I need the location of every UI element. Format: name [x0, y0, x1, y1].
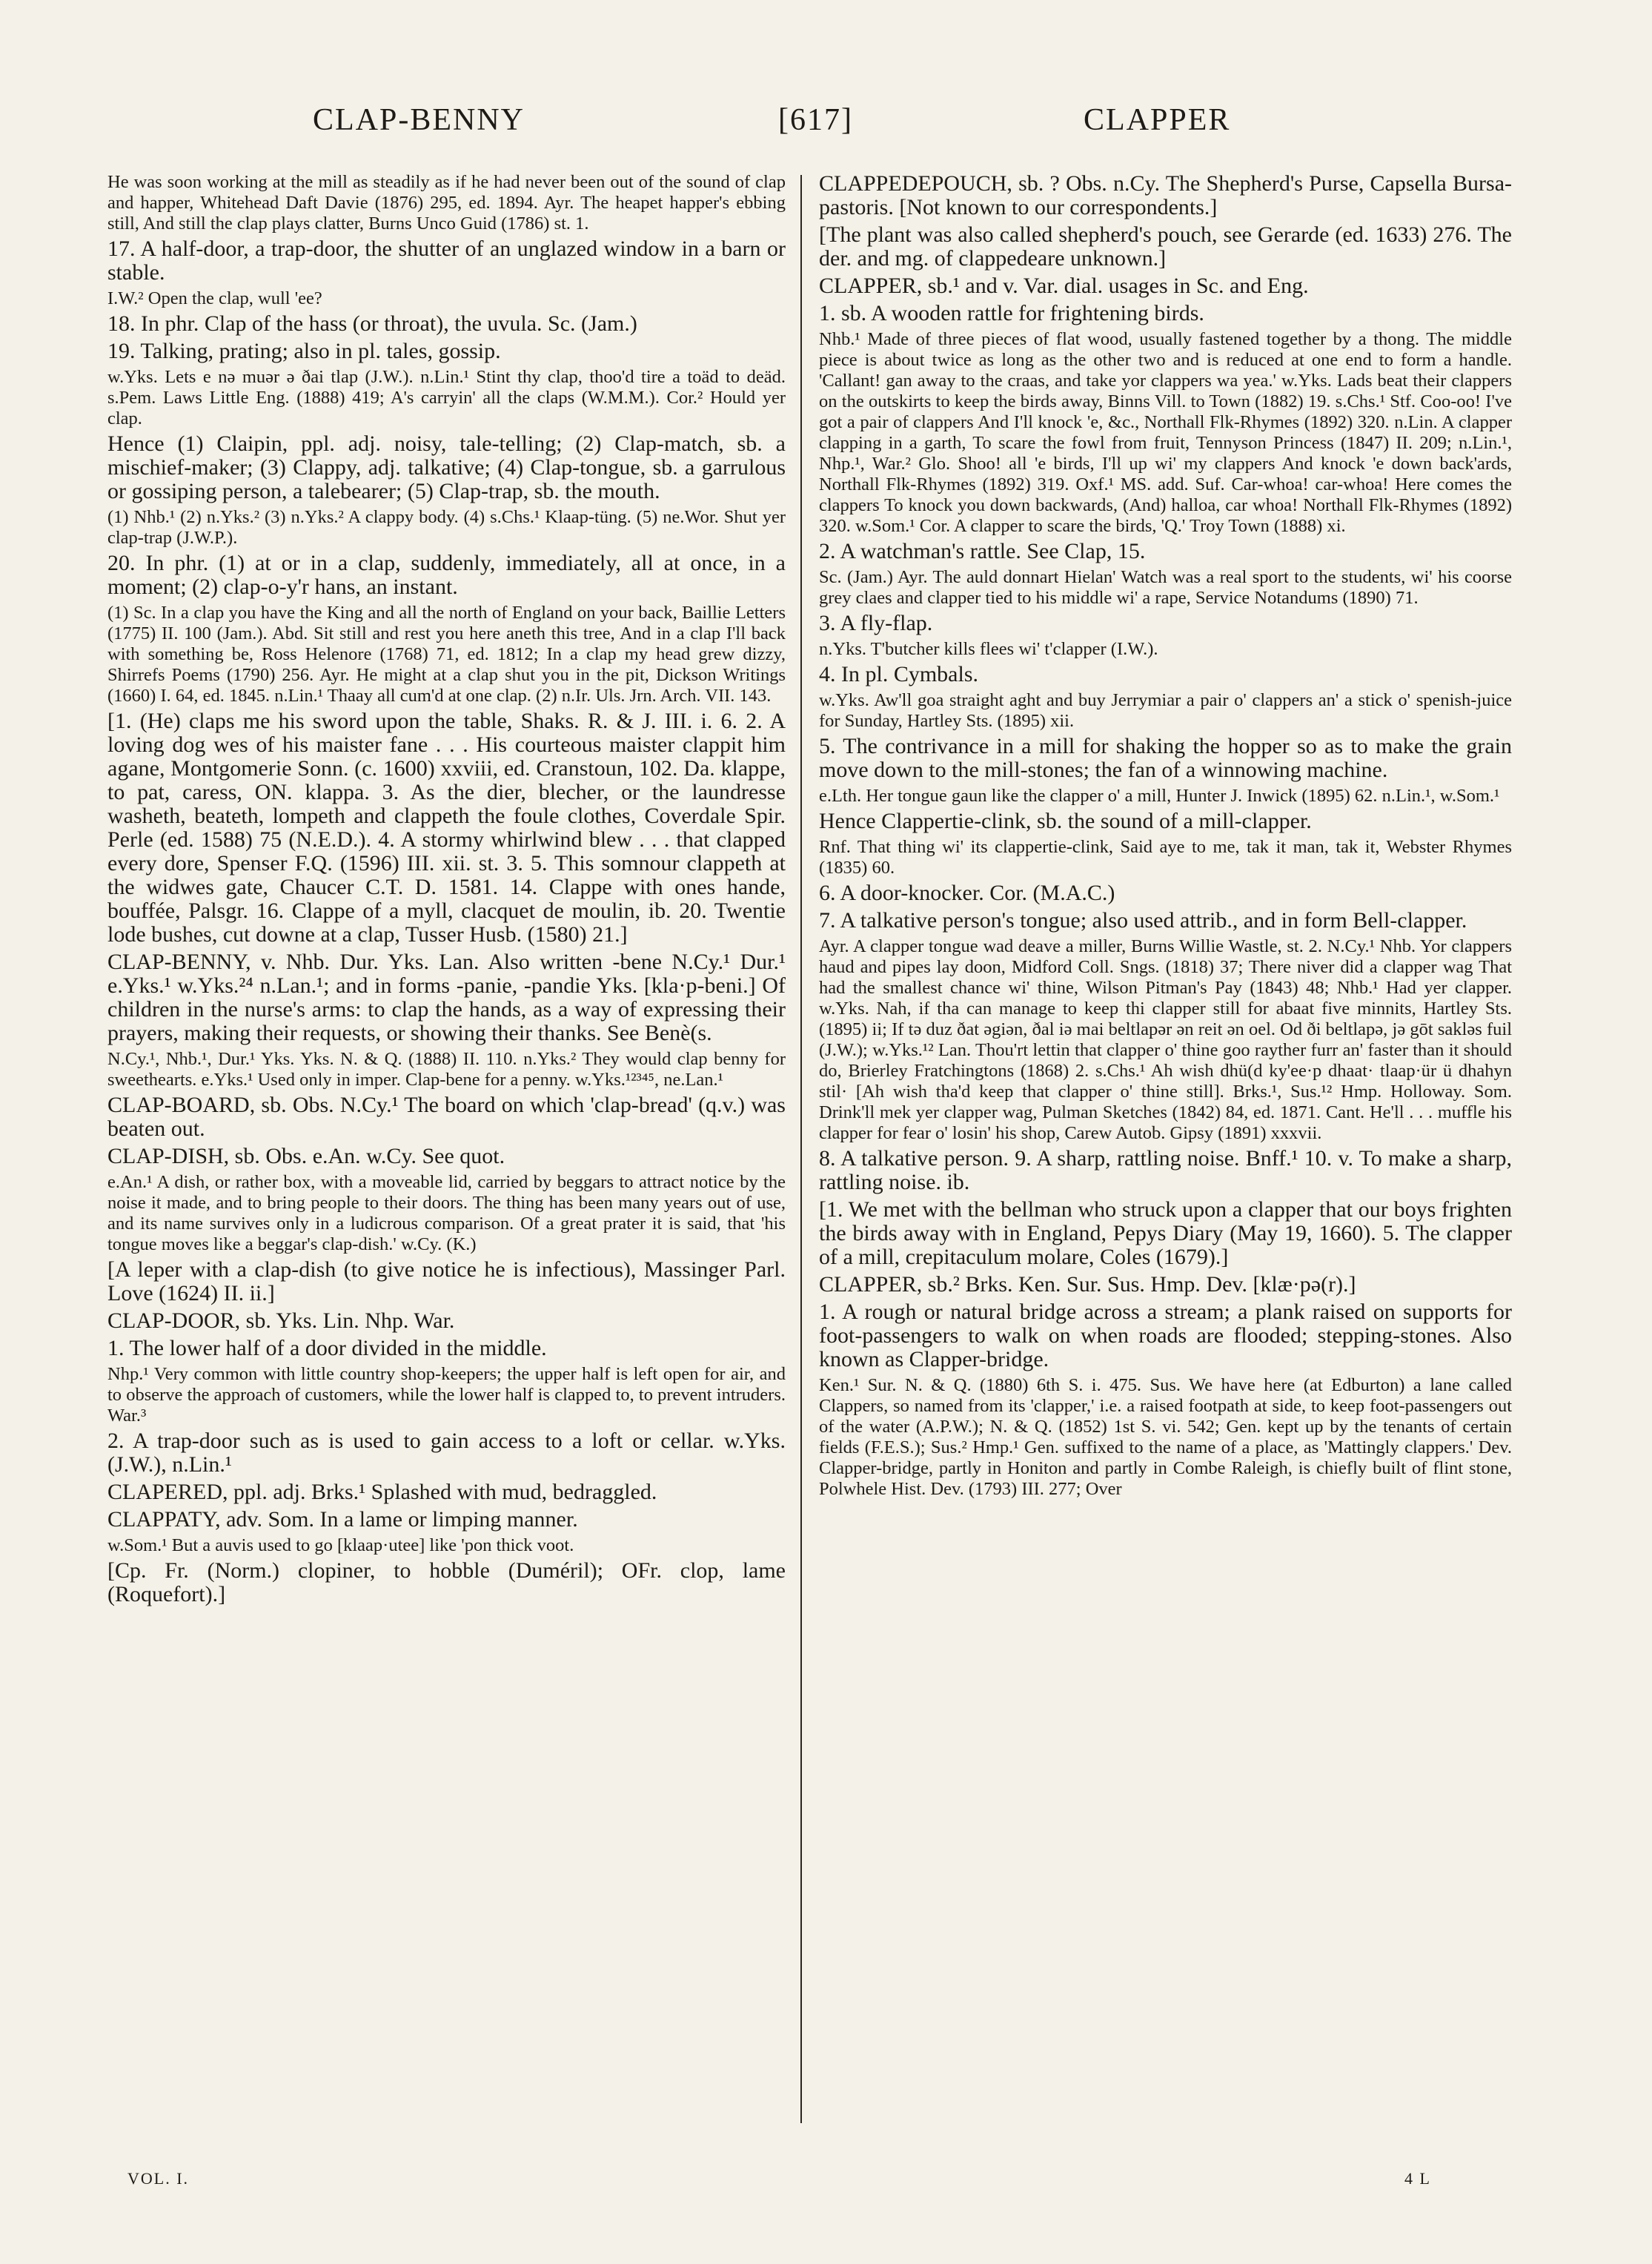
right-column-entry: 6. A door-knocker. Cor. (M.A.C.) [819, 881, 1115, 905]
left-column-entry: 17. A half-door, a trap-door, the shutter of an unglazed window in a barn or stable. [107, 236, 786, 285]
page-number: [617] [778, 103, 853, 137]
left-column-entry: Hence (1) Claipin, ppl. adj. noisy, tale-telling; (2) Clap-match, sb. a mischief-maker; (3) Clappy, adj. talkative; (4) Clap-tongue, sb. a garrulous or gossiping person, a talebearer; (5) Clap-trap, sb. the mouth. [107, 431, 786, 503]
left-column-entry: [1. (He) claps me his sword upon the table, Shaks. R. & J. III. i. 6. 2. A loving dog wes of his maister fane . . . His courteous maister clappit him agane, Montgomerie Sonn. (c. 1600) xxviii, ed. Cranstoun, 102. Da. klappe, to pat, caress, ON. klappa. 3. As the dier, blecher, or the laundresse washeth, beateth, lompeth and clappeth the foule clothes, Coverdale Spir. Perle (ed. 1588) 75 (N.E.D.). 4. A stormy whirlwind blew . . . that clapped every dore, Spenser F.Q. (1596) III. xii. st. 3. 5. This somnour clappeth at the widwes gate, Chaucer C.T. D. 1581. 14. Clappe with ones hande, bouffée, Palsgr. 16. Clappe of a myll, clacquet de moulin, ib. 20. Twentie lode bushes, cut downe at a clap, Tusser Husb. (1580) 21.] [107, 709, 786, 947]
right-column-entry: CLAPPER, sb.² Brks. Ken. Sur. Sus. Hmp. Dev. [klæ·pə(r).] [819, 1272, 1356, 1297]
right-column [819, 172, 1512, 2153]
right-column-entry: Sc. (Jam.) Ayr. The auld donnart Hielan' Watch was a real sport to the students, wi' his coorse grey claes and clapper tied to his middle wi' a rape, Service Notandums (1890) 71. [819, 567, 1512, 608]
right-column-entry: 2. A watchman's rattle. See Clap, 15. [819, 539, 1146, 563]
left-column-entry: CLAPERED, ppl. adj. Brks.¹ Splashed with mud, bedraggled. [107, 1480, 657, 1504]
left-column-entry: [A leper with a clap-dish (to give notice he is infectious), Massinger Parl. Love (1624) II. ii.] [107, 1257, 786, 1305]
right-column-entry: 8. A talkative person. 9. A sharp, rattling noise. Bnff.¹ 10. v. To make a sharp, rattling noise. ib. [819, 1146, 1512, 1194]
left-column-entry: He was soon working at the mill as steadily as if he had never been out of the sound of clap and happer, Whitehead Daft Davie (1876) 295, ed. 1894. Ayr. The heapet happer's ebbing still, And still the clap plays clatter, Burns Unco Guid (1786) st. 1. [107, 172, 786, 234]
right-column-entry: Ayr. A clapper tongue wad deave a miller, Burns Willie Wastle, st. 2. N.Cy.¹ Nhb. Yor clappers haud and pipes lay doon, Midford Coll. Sngs. (1818) 37; There niver did a clapper wag That had the smallest chance wi' thine, Wilson Pitman's Pay (1843) 48; Nhb.¹ Had yer clapper. w.Yks. Nah, if tha can manage to keep thi clapper still for abaat five minnits, Hartley Sts. (1895) ii; If tə duz ðat əgiən, ðal iə mai beltlapər ən reit ən oel. Od ði beltlapə, jə gōt sakləs fuil (J.W.); w.Yks.¹² Lan. Thou'rt lettin that clapper o' thine goo rayther furr an' faster than it should do, Brierley Fratchingtons (1868) 2. s.Chs.¹ Ah wish dhü(d ky'ee·p dhaat· tlaap·ür ü dhahyn stil· [Ah wish tha'd keep that clapper o' thine still]. Brks.¹, Sus.¹² Hmp. Holloway. Som. Drink'll mek yer clapper wag, Pulman Sketches (1842) 84, ed. 1871. Cant. He'll . . . muffle his clapper for fear o' losin' his shop, Carew Autob. Gipsy (1891) xxxvii. [819, 936, 1512, 1143]
right-column-entry: 1. sb. A wooden rattle for frightening birds. [819, 301, 1204, 325]
left-column-entry: w.Yks. Lets e nə muər ə ðai tlap (J.W.). n.Lin.¹ Stint thy clap, thoo'd tire a toäd to deäd. s.Pem. Laws Little Eng. (1888) 419; A's carryin' all the claps (W.M.M.). Cor.² Hould yer clap. [107, 367, 786, 428]
left-column-entry: [Cp. Fr. (Norm.) clopiner, to hobble (Duméril); OFr. clop, lame (Roquefort).] [107, 1558, 786, 1606]
right-column-entry: [The plant was also called shepherd's pouch, see Gerarde (ed. 1633) 276. The der. and mg. of clappedeare unknown.] [819, 222, 1512, 271]
signature-mark: 4 L [1404, 2169, 1431, 2188]
right-column-entry: Hence Clappertie-clink, sb. the sound of a mill-clapper. [819, 809, 1312, 833]
left-column-entry: e.An.¹ A dish, or rather box, with a moveable lid, carried by beggars to attract notice by the noise it made, and to bring people to their doors. The thing has been many years out of use, and its name survives only in a ludicrous comparison. Of a great prater it is said, that 'his tongue moves like a beggar's clap-dish.' w.Cy. (K.) [107, 1172, 786, 1254]
column-divider [800, 175, 802, 2123]
left-column-entry: w.Som.¹ But a auvis used to go [klaap·utee] like 'pon thick voot. [107, 1535, 574, 1555]
right-column-entry: 4. In pl. Cymbals. [819, 662, 978, 686]
left-column-entry: (1) Sc. In a clap you have the King and all the north of England on your back, Baillie Letters (1775) II. 100 (Jam.). Abd. Sit still and rest you here aneth this tree, And in a clap I'll back with something be, Ross Helenore (1768) 71, ed. 1812; In a clap my head grew dizzy, Shirrefs Poems (1790) 256. Ayr. He might at a clap shut you in the pit, Dickson Writings (1660) I. 64, ed. 1845. n.Lin.¹ Thaay all cum'd at one clap. (2) n.Ir. Uls. Jrn. Arch. VII. 143. [107, 603, 786, 706]
left-column-entry: CLAPPATY, adv. Som. In a lame or limping manner. [107, 1507, 578, 1532]
header-right-headword: CLAPPER [1084, 103, 1231, 137]
left-column-entry: Nhp.¹ Very common with little country shop-keepers; the upper half is left open for air, and to observe the approach of customers, while the lower half is clapped to, to prevent intruders. War.³ [107, 1364, 786, 1426]
left-column-entry: CLAP-DOOR, sb. Yks. Lin. Nhp. War. [107, 1308, 455, 1333]
left-column-entry: (1) Nhb.¹ (2) n.Yks.² (3) n.Yks.² A clappy body. (4) s.Chs.¹ Klaap-tüng. (5) ne.Wor. Shut yer clap-trap (J.W.P.). [107, 507, 786, 548]
left-column-entry: 1. The lower half of a door divided in the middle. [107, 1336, 547, 1360]
running-header [111, 102, 1541, 147]
left-column-entry: CLAP-BENNY, v. Nhb. Dur. Yks. Lan. Also written -bene N.Cy.¹ Dur.¹ e.Yks.¹ w.Yks.²⁴ n.Lan.¹; and in forms -panie, -pandie Yks. [kla·p-beni.] Of children in the nurse's arms: to clap the hands, as a way of expressing their prayers, making their requests, or showing their thanks. See Benè(s. [107, 950, 786, 1045]
left-column [107, 172, 786, 2153]
right-column-entry: n.Yks. T'butcher kills flees wi' t'clapper (I.W.). [819, 639, 1158, 659]
right-column-entry: 3. A fly-flap. [819, 611, 933, 635]
right-column-entry: CLAPPEDEPOUCH, sb. ? Obs. n.Cy. The Shepherd's Purse, Capsella Bursa-pastoris. [Not known to our correspondents.] [819, 172, 1512, 219]
volume-label: VOL. I. [127, 2169, 190, 2188]
right-column-entry: [1. We met with the bellman who struck upon a clapper that our boys frighten the birds away with in England, Pepys Diary (May 19, 1660). 5. The clapper of a mill, crepitaculum molare, Coles (1679).] [819, 1197, 1512, 1269]
right-column-entry: Ken.¹ Sur. N. & Q. (1880) 6th S. i. 475. Sus. We have here (at Edburton) a lane called Clappers, so named from its 'clapper,' i.e. a raised footpath at side, to keep foot-passengers out of the water (A.P.W.); N. & Q. (1852) 1st S. vi. 542; Gen. kept up by the tenants of certain fields (F.E.S.); Sus.² Hmp.¹ Gen. suffixed to the name of a place, as 'Mattingly clappers.' Dev. Clapper-bridge, partly in Honiton and partly in Combe Raleigh, is chiefly built of flint stone, Polwhele Hist. Dev. (1793) III. 277; Over [819, 1375, 1512, 1499]
left-column-entry: N.Cy.¹, Nhb.¹, Dur.¹ Yks. Yks. N. & Q. (1888) II. 110. n.Yks.² They would clap benny for sweethearts. e.Yks.¹ Used only in imper. Clap-bene for a penny. w.Yks.¹²³⁴⁵, ne.Lan.¹ [107, 1049, 786, 1090]
header-left-headword: CLAP-BENNY [313, 103, 525, 137]
right-column-entry: 7. A talkative person's tongue; also used attrib., and in form Bell-clapper. [819, 908, 1467, 933]
right-column-entry: 5. The contrivance in a mill for shaking the hopper so as to make the grain move down to the mill-stones; the fan of a winnowing machine. [819, 734, 1512, 782]
right-column-entry: Rnf. That thing wi' its clappertie-clink, Said aye to me, tak it man, tak it, Webster Rhymes (1835) 60. [819, 837, 1512, 878]
right-column-entry: Nhb.¹ Made of three pieces of flat wood, usually fastened together by a thong. The middle piece is about twice as long as the other two and is reduced at one end to form a handle. 'Callant! gan away to the craas, and take yor clappers wa yea.' w.Yks. Lads beat their clappers on the outskirts to keep the birds away, Binns Vill. to Town (1882) 19. s.Chs.¹ Stf. Coo-oo! I've got a pair of clappers And I'll knock 'e, &c., Northall Flk-Rhymes (1892) 320. n.Lin. A clapper clapping in a garth, To scare the fowl from fruit, Tennyson Princess (1847) II. 209; n.Lin.¹, Nhp.¹, War.² Glo. Shoo! all 'e birds, I'll up wi' my clappers And knock 'e down back'ards, Northall Flk-Rhymes (1892) 319. Oxf.¹ MS. add. Suf. Car-whoa! car-whoa! Here comes the clappers To knock you down backwards, (And) halloa, car whoa! Northall Flk-Rhymes (1892) 320. w.Som.¹ Cor. A clapper to scare the birds, 'Q.' Troy Town (1888) xi. [819, 329, 1512, 536]
right-column-entry: w.Yks. Aw'll goa straight aght and buy Jerrymiar a pair o' clappers an' a stick o' spenish-juice for Sunday, Hartley Sts. (1895) xii. [819, 690, 1512, 731]
left-column-entry: 20. In phr. (1) at or in a clap, suddenly, immediately, all at once, in a moment; (2) clap-o-y'r hans, an instant. [107, 551, 786, 599]
right-column-entry: e.Lth. Her tongue gaun like the clapper o' a mill, Hunter J. Inwick (1895) 62. n.Lin.¹, w.Som.¹ [819, 786, 1500, 806]
left-column-entry: 18. In phr. Clap of the hass (or throat), the uvula. Sc. (Jam.) [107, 311, 637, 336]
right-column-entry: CLAPPER, sb.¹ and v. Var. dial. usages in Sc. and Eng. [819, 274, 1309, 298]
left-column-entry: 19. Talking, prating; also in pl. tales, gossip. [107, 339, 501, 363]
right-column-entry: 1. A rough or natural bridge across a stream; a plank raised on supports for foot-passengers to walk on when roads are flooded; stepping-stones. Also known as Clapper-bridge. [819, 1300, 1512, 1371]
left-column-entry: CLAP-DISH, sb. Obs. e.An. w.Cy. See quot. [107, 1144, 505, 1168]
left-column-entry: 2. A trap-door such as is used to gain access to a loft or cellar. w.Yks. (J.W.), n.Lin.¹ [107, 1429, 786, 1477]
left-column-entry: I.W.² Open the clap, wull 'ee? [107, 288, 322, 308]
left-column-entry: CLAP-BOARD, sb. Obs. N.Cy.¹ The board on which 'clap-bread' (q.v.) was beaten out. [107, 1093, 786, 1141]
